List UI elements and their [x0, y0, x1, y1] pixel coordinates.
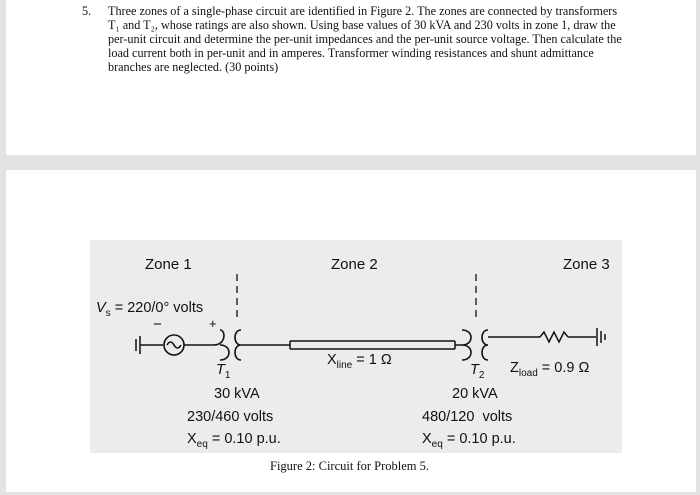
- ground-icon-left: [136, 336, 163, 354]
- zone-2-label: Zone 2: [331, 256, 378, 273]
- t1-symbol: T: [216, 362, 225, 378]
- t2-x-symbol: X: [422, 431, 432, 447]
- source-voltage-symbol: V: [96, 300, 106, 316]
- t1-label: [216, 362, 230, 381]
- t2-reactance: [422, 431, 516, 450]
- t1-rating: 30 kVA: [214, 386, 260, 402]
- load-impedance: [510, 360, 589, 379]
- load-z-symbol: Z: [510, 360, 519, 376]
- transformer-t2-icon: [462, 330, 488, 360]
- source-voltage-sub: s: [105, 307, 111, 319]
- t2-voltage: 480/120 volts: [422, 409, 513, 425]
- t2-symbol: T: [470, 362, 479, 378]
- source-voltage: [96, 300, 203, 319]
- t2-rating: 20 kVA: [452, 386, 498, 402]
- t1-voltage: 230/460 volts: [187, 409, 274, 425]
- t1-x-sub: eq: [196, 438, 208, 450]
- ac-source-icon: [164, 335, 184, 355]
- t2-sub: 2: [478, 369, 485, 381]
- line-reactance: [327, 352, 392, 371]
- source-minus-sign: −: [153, 316, 162, 333]
- t2-x-value: = 0.10 p.u.: [446, 431, 516, 447]
- load-z-value: = 0.9 Ω: [541, 360, 590, 376]
- t2-x-sub: eq: [431, 438, 443, 450]
- t1-sub: 1: [224, 369, 231, 381]
- zone-1-label: Zone 1: [145, 256, 192, 273]
- t1-x-symbol: X: [187, 431, 197, 447]
- source-voltage-value: = 220/0° volts: [114, 300, 204, 316]
- source-plus-sign: +: [209, 316, 217, 331]
- t2-label: [470, 362, 484, 381]
- load-z-sub: load: [518, 367, 538, 379]
- figure-caption: Figure 2: Circuit for Problem 5.: [270, 459, 430, 473]
- t1-x-value: = 0.10 p.u.: [211, 431, 281, 447]
- problem-text: Three zones of a single-phase circuit are identified in Figure 2. The zones are connected by transformers T₁ and T₂, whose ratings are also shown. Using base values of 30 kVA and 230 volts in zone 1, draw the per-unit circuit and determine the per-unit impedances and the per-unit source voltage. Then calculate the load current both in per-unit and in amperes. Transformer winding resistances and shunt admittance branches are neglected. (30 points): [108, 4, 622, 75]
- problem-number: 5.: [82, 4, 92, 18]
- line-x-value: = 1 Ω: [356, 352, 392, 368]
- line-x-symbol: X: [327, 352, 337, 368]
- transformer-t1-icon: [214, 330, 241, 360]
- load-resistor-icon: [488, 332, 596, 342]
- t1-reactance: [187, 431, 281, 450]
- ground-icon-right: [597, 328, 605, 346]
- zone-3-label: Zone 3: [563, 256, 610, 273]
- line-x-sub: line: [336, 359, 353, 371]
- transmission-line: [241, 341, 462, 349]
